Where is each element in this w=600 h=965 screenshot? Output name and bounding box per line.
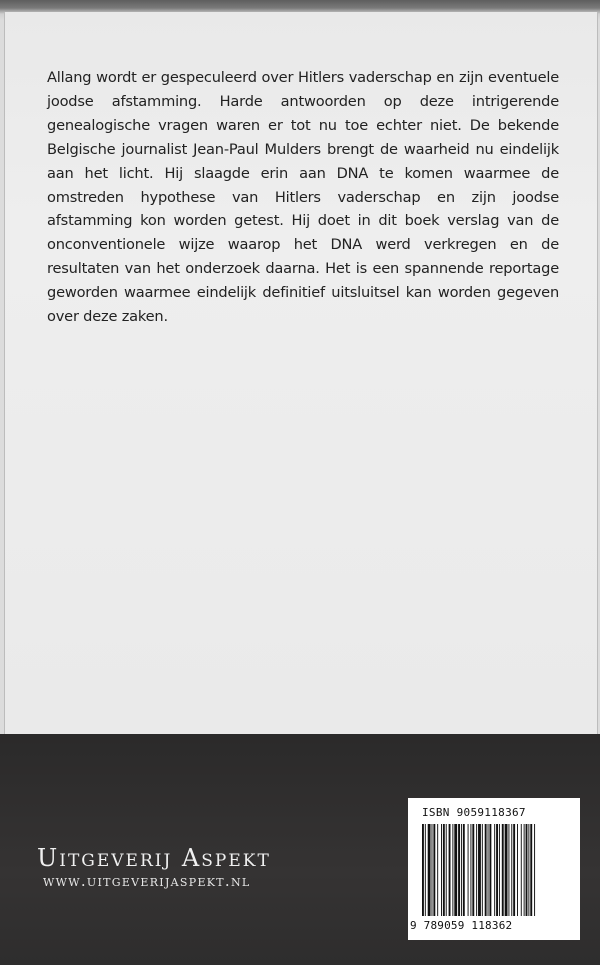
cover-upper-panel <box>4 12 598 734</box>
barcode-bar <box>422 824 424 916</box>
barcode-bar <box>517 824 518 916</box>
barcode-bar <box>526 824 528 916</box>
barcode-bar <box>534 824 535 916</box>
barcode-bar <box>496 824 498 916</box>
barcode-bar <box>461 824 462 916</box>
barcode-bar <box>433 824 435 916</box>
barcode-bar <box>502 824 504 916</box>
barcode-bar <box>443 824 445 916</box>
barcode-bar <box>441 824 442 916</box>
barcode-bar <box>513 824 515 916</box>
barcode-bar <box>432 824 433 916</box>
barcode-bar <box>528 824 529 916</box>
barcode-bar <box>437 824 438 916</box>
barcode-bar <box>488 824 489 916</box>
barcode-bar <box>521 824 522 916</box>
barcode-bar <box>468 824 469 916</box>
isbn-text: ISBN 9059118367 <box>422 806 526 819</box>
barcode-bar <box>454 824 457 916</box>
barcode-bar <box>449 824 451 916</box>
barcode-bar <box>463 824 465 916</box>
barcode-bar <box>478 824 481 916</box>
barcode-bar <box>425 824 426 916</box>
barcode-bar <box>458 824 460 916</box>
publisher-name: Uitgeverij Aspekt <box>37 844 271 872</box>
barcode-bar <box>485 824 487 916</box>
barcode-digits: 9 789059 118362 <box>410 919 513 932</box>
barcode-bar <box>499 824 500 916</box>
barcode-bars <box>422 824 572 916</box>
barcode-bar <box>482 824 483 916</box>
barcode-bar <box>530 824 532 916</box>
barcode-bar <box>489 824 491 916</box>
barcode-bar <box>524 824 525 916</box>
barcode-bar <box>472 824 474 916</box>
barcode-bar <box>446 824 447 916</box>
barcode-bar <box>428 824 431 916</box>
publisher-website: www.uitgeverijaspekt.nl <box>43 872 251 890</box>
barcode-bar <box>511 824 512 916</box>
blurb-text: Allang wordt er gespeculeerd over Hitlers vaderschap en zijn eventuele joodse afstamming. Harde antwoorden op deze intrigerende genealogische vragen waren er tot nu toe echter niet. De bekende Belgische journalist Jean-Paul Mulders brengt de waarheid nu eindelijk aan het licht. Hij slaagde erin aan DNA te komen waarmee de omstreden hypothese van Hitlers vaderschap en zijn joodse afstamming kon worden getest. Hij doet in dit boek verslag van de onconventionele wijze waarop het DNA werd verkregen en de resultaten van het onderzoek daarna. Het is een spannende reportage geworden waarmee eindelijk definitief uitsluitsel kan worden gegeven over deze zaken. <box>47 69 559 326</box>
barcode-bar <box>508 824 509 916</box>
barcode-bar <box>494 824 495 916</box>
barcode-bar <box>470 824 471 916</box>
barcode-bar <box>452 824 453 916</box>
barcode-label <box>408 798 580 940</box>
barcode-bar <box>505 824 508 916</box>
barcode-bar <box>476 824 477 916</box>
